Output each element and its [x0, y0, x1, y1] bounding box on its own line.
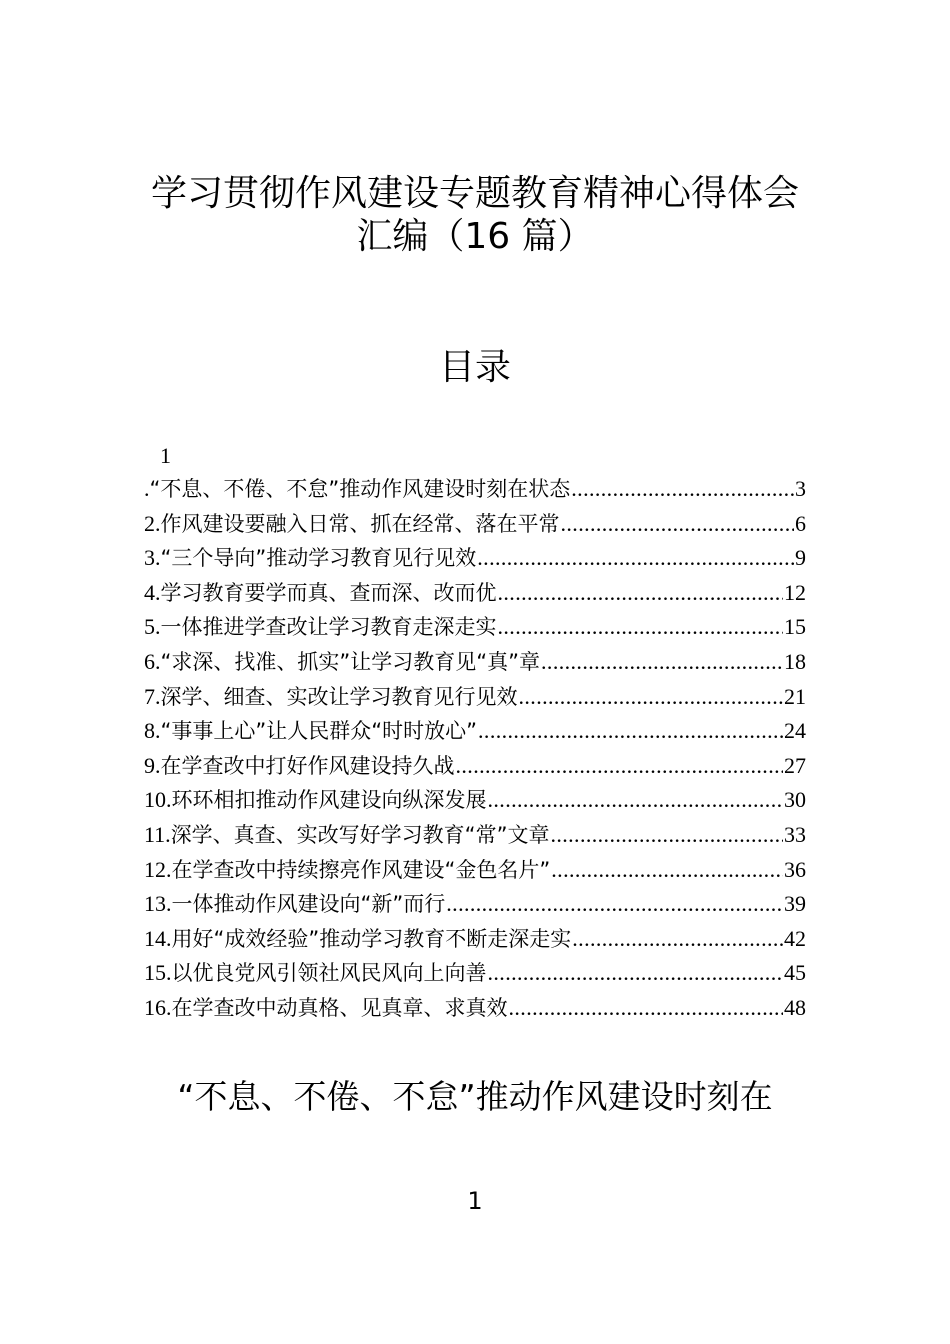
toc-entry[interactable] [144, 922, 806, 957]
toc-entry-number: 5. [144, 614, 161, 640]
toc-entry-number: 12. [144, 856, 172, 882]
toc-entry[interactable] [144, 749, 806, 784]
toc-entry-number: 10. [144, 787, 172, 813]
toc-entry[interactable] [144, 610, 806, 645]
toc-dot-leader [541, 645, 783, 680]
toc-entry-title: “不息、不倦、不怠”推动作风建设时刻在状态 [149, 477, 571, 501]
toc-entry[interactable] [144, 576, 806, 611]
toc-dot-leader [488, 956, 784, 991]
toc-entry-number: 2. [144, 510, 161, 536]
toc-entry[interactable] [144, 541, 806, 576]
toc-dot-leader [509, 991, 784, 1026]
toc-entry-page: 45 [784, 960, 806, 986]
toc-dot-leader [561, 507, 795, 542]
toc-entry-page: 42 [784, 925, 806, 951]
toc-entry[interactable] [144, 472, 806, 507]
document-title-line-1: 学习贯彻作风建设专题教育精神心得体会 [150, 173, 799, 214]
toc-entry-page: 6 [795, 510, 806, 536]
toc-dot-leader [498, 576, 784, 611]
toc-entry-page: 24 [784, 718, 806, 744]
toc-dot-leader [519, 680, 784, 715]
toc-entry-title: 在学查改中打好作风建设持久战 [160, 753, 455, 778]
toc-dot-leader [478, 714, 783, 749]
document-title-line-2: 汇编（16 篇） [356, 216, 594, 257]
toc-dot-leader [551, 853, 783, 888]
toc-entry-title: 在学查改中持续擦亮作风建设“金色名片” [171, 857, 551, 882]
toc-entry[interactable] [144, 887, 806, 922]
toc-entry-page: 3 [795, 476, 806, 501]
toc-entry-page: 48 [784, 994, 806, 1020]
toc-dot-leader [571, 472, 794, 507]
toc-dot-leader [488, 783, 784, 818]
toc-entry-number: 3. [144, 545, 161, 571]
table-of-contents [144, 440, 806, 1026]
toc-dot-leader [477, 541, 794, 576]
toc-entry-number: 4. [144, 579, 161, 605]
toc-first-entry-number: 1 [160, 443, 171, 468]
toc-entry-title: “三个导向”推动学习教育见行见效 [160, 546, 477, 571]
toc-entry-page: 39 [784, 891, 806, 917]
toc-dot-leader [572, 922, 783, 957]
toc-entry-page: 18 [784, 648, 806, 674]
toc-entry-title: “求深、找准、抓实”让学习教育见“真”章 [160, 649, 541, 674]
toc-entry-number: 13. [144, 891, 172, 917]
toc-entry-title: 作风建设要融入日常、抓在经常、落在平常 [160, 511, 560, 536]
toc-entry-title: 用好“成效经验”推动学习教育不断走深走实 [171, 926, 572, 951]
toc-entry[interactable] [144, 783, 806, 818]
toc-entry[interactable] [144, 991, 806, 1026]
toc-dot-leader [446, 887, 783, 922]
toc-entry-title: 学习教育要学而真、查而深、改而优 [160, 580, 497, 605]
toc-entry-number: 16. [144, 994, 172, 1020]
toc-entry-title: 深学、真查、实改写好学习教育“常”文章 [170, 822, 550, 847]
toc-entry-title: 深学、细查、实改让学习教育见行见效 [160, 684, 518, 709]
toc-entry-number: 15. [144, 960, 172, 986]
toc-entry[interactable] [144, 680, 806, 715]
toc-entry-page: 15 [784, 614, 806, 640]
toc-entry[interactable] [144, 956, 806, 991]
toc-entry-number: 8. [144, 718, 161, 744]
toc-entry[interactable] [144, 853, 806, 888]
toc-entry-title: 一体推动作风建设向“新”而行 [171, 892, 446, 917]
toc-entry-title: 环环相扣推动作风建设向纵深发展 [171, 788, 487, 813]
toc-entry[interactable] [144, 645, 806, 680]
toc-entry[interactable] [144, 714, 806, 749]
toc-entry-page: 9 [795, 545, 806, 571]
toc-entry-number: . [144, 476, 150, 501]
toc-entry-number: 9. [144, 752, 161, 778]
toc-dot-leader [498, 610, 784, 645]
toc-entry-number: 14. [144, 925, 172, 951]
section-heading: “不息、不倦、不怠”推动作风建设时刻在 [177, 1077, 773, 1116]
toc-entry-title: 一体推进学查改让学习教育走深走实 [160, 615, 497, 640]
toc-dot-leader [456, 749, 784, 784]
toc-entry-title: 以优良党风引领社风民风向上向善 [171, 961, 487, 986]
toc-dot-leader [550, 818, 783, 853]
toc-entry[interactable] [144, 507, 806, 542]
toc-entry[interactable] [144, 818, 806, 853]
toc-entry-page: 36 [784, 856, 806, 882]
toc-entry-number: 11. [144, 821, 171, 847]
toc-entry-title: 在学查改中动真格、见真章、求真效 [171, 995, 508, 1020]
toc-entry-page: 27 [784, 752, 806, 778]
toc-entry-number: 6. [144, 648, 161, 674]
toc-entry-page: 12 [784, 579, 806, 605]
toc-entry-number: 7. [144, 683, 161, 709]
toc-entry-page: 21 [784, 683, 806, 709]
toc-heading: 目录 [438, 347, 511, 388]
toc-entry-page: 33 [784, 821, 806, 847]
toc-entry-page: 30 [784, 787, 806, 813]
page-number: 1 [467, 1187, 483, 1215]
toc-entry-title: “事事上心”让人民群众“时时放心” [160, 719, 478, 744]
